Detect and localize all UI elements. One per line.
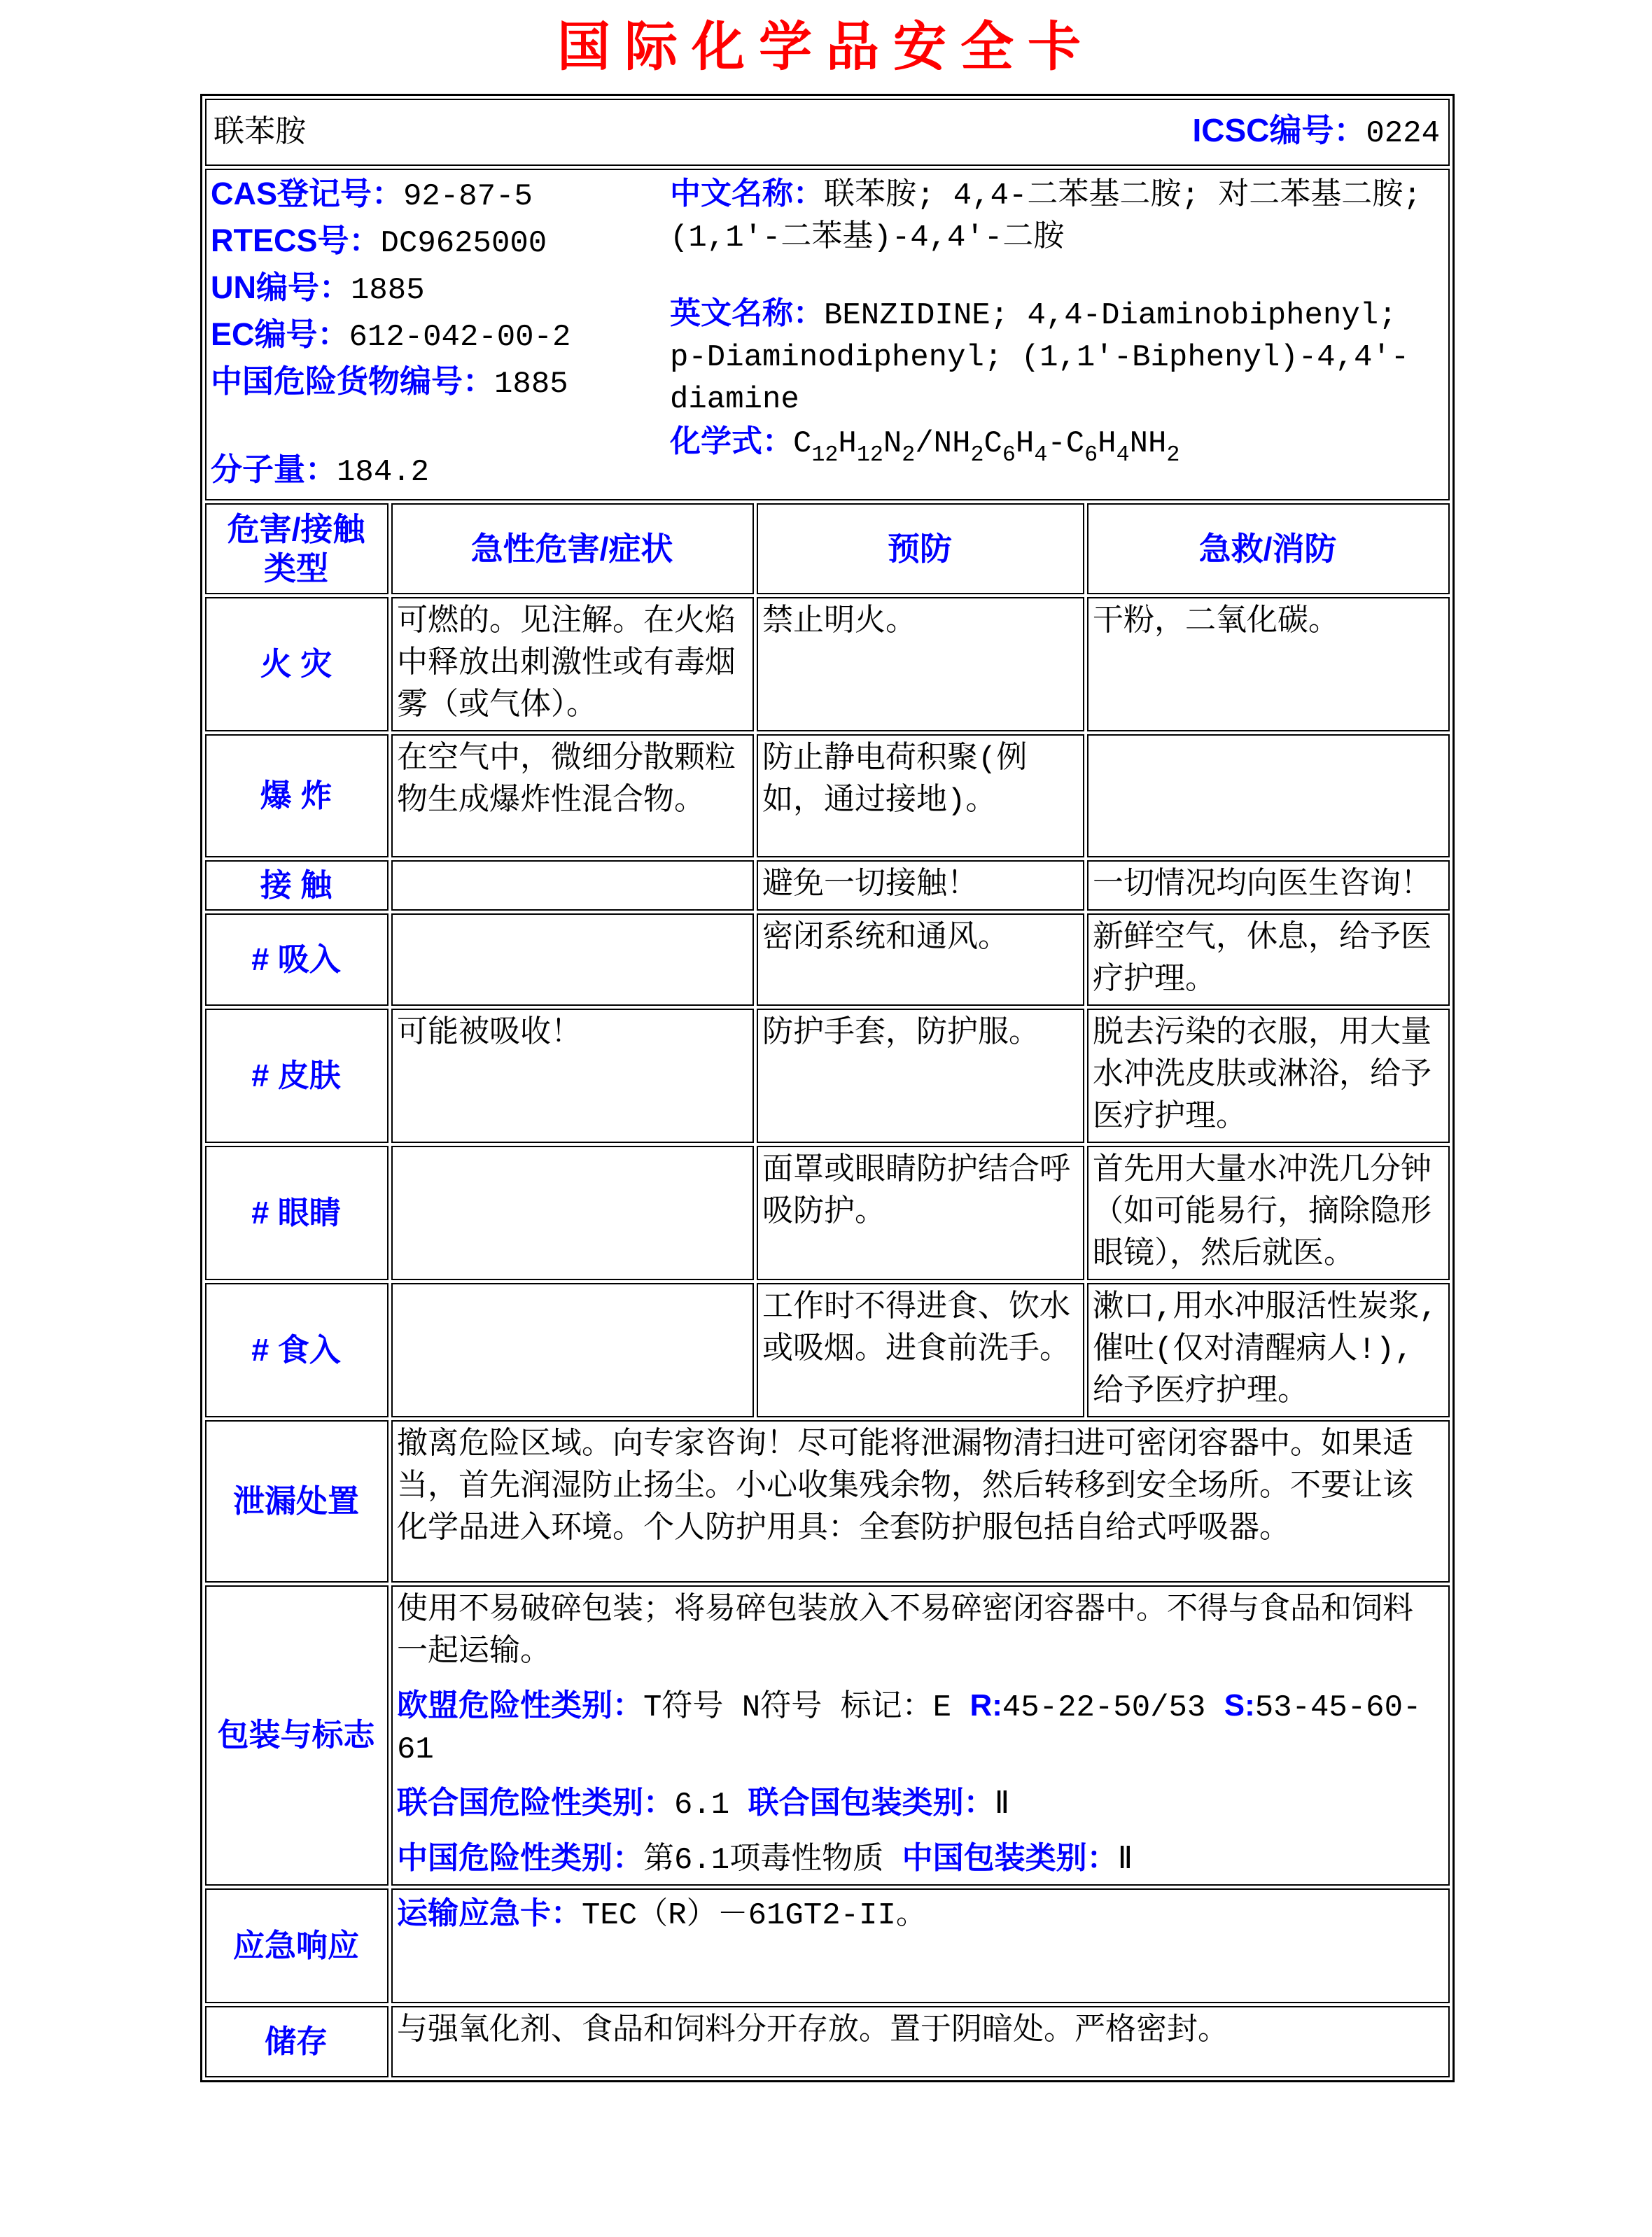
english-name-value: BENZIDINE; 4,4-Diaminobiphenyl; p-Diaminodiphenyl; (1,1'-Biphenyl)-4,4'-diamine xyxy=(670,297,1410,417)
hazard-row-ingestion xyxy=(205,1283,1450,1417)
section-row-packaging-labelling xyxy=(205,1585,1450,1886)
identifier-value: 612-042-00-2 xyxy=(349,319,571,355)
hazard-type-cell: # 眼睛 xyxy=(205,1146,388,1280)
identifier-line xyxy=(211,360,664,405)
icsc-number xyxy=(1192,109,1440,155)
section-row-spill-disposal xyxy=(205,1420,1450,1583)
identifier-line xyxy=(211,173,664,218)
hazard-table-body xyxy=(205,597,1450,1417)
hazard-header-symptoms: 急性危害/症状 xyxy=(391,503,754,594)
identifier-label: 中国危险货物编号： xyxy=(211,363,495,399)
identifier-list xyxy=(211,173,664,496)
identifier-line xyxy=(211,267,664,311)
hazard-type-cell: # 吸入 xyxy=(205,913,388,1006)
section-content-cell xyxy=(391,1585,1450,1886)
hazard-symptoms-cell: 可能被吸收！ xyxy=(391,1009,754,1143)
english-name-label: 英文名称： xyxy=(670,295,824,330)
hazard-row-explosion xyxy=(205,734,1450,857)
formula-subscript: 6 xyxy=(1002,442,1016,468)
hazard-type-cell: # 皮肤 xyxy=(205,1009,388,1143)
identification-cell xyxy=(205,169,1450,500)
identifier-label: RTECS号： xyxy=(211,222,381,258)
chinese-name-value: 联苯胺; 4,4-二苯基二胺; 对二苯基二胺; (1,1'-二苯基)-4,4'-二胺 xyxy=(670,178,1422,255)
identifier-value: 1885 xyxy=(351,272,425,308)
formula-text: H xyxy=(838,426,857,461)
section-paragraph: 中国危险性类别：第6.1项毒性物质 中国包装类别：Ⅱ xyxy=(397,1840,1133,1878)
section-label-cell: 泄漏处置 xyxy=(205,1420,388,1583)
formula-subscript: 2 xyxy=(970,442,984,468)
molecular-weight-value: 184.2 xyxy=(337,454,430,490)
section-label-cell: 应急响应 xyxy=(205,1888,388,2003)
formula-text: C xyxy=(793,426,812,461)
safety-card-table xyxy=(200,94,1455,2082)
section-paragraph: 撤离危险区域。向专家咨询！尽可能将泄漏物清扫进可密闭容器中。如果适当，首先润湿防止扬尘。小心收集残余物，然后转移到安全场所。不要让该化学品进入环境。个人防护用具：全套防护服包括自给式呼吸器。 xyxy=(397,1427,1413,1547)
section-paragraph: 与强氧化剂、食品和饲料分开存放。置于阴暗处。严格密封。 xyxy=(397,2013,1228,2049)
hazard-type-cell: 接 触 xyxy=(205,860,388,911)
hazard-prevention-cell: 密闭系统和通风。 xyxy=(757,913,1084,1006)
formula-subscript: 4 xyxy=(1034,442,1048,468)
section-content-cell xyxy=(391,1888,1450,2003)
hazard-firstaid-cell: 脱去污染的衣服，用大量水冲洗皮肤或淋浴，给予医疗护理。 xyxy=(1087,1009,1450,1143)
hazard-firstaid-cell xyxy=(1087,734,1450,857)
hazard-type-cell: # 食入 xyxy=(205,1283,388,1417)
hazard-prevention-cell: 防止静电荷积聚(例如，通过接地)。 xyxy=(757,734,1084,857)
hazard-symptoms-cell: 可燃的。见注解。在火焰中释放出刺激性或有毒烟雾（或气体）。 xyxy=(391,597,754,731)
section-row-storage xyxy=(205,2006,1450,2077)
hazard-symptoms-cell xyxy=(391,1283,754,1417)
molecular-weight-label: 分子量： xyxy=(211,451,337,487)
formula-subscript: 2 xyxy=(902,442,916,468)
formula-subscript: 6 xyxy=(1084,442,1098,468)
section-paragraph: 使用不易破碎包装；将易碎包装放入不易碎密闭容器中。不得与食品和饲料一起运输。 xyxy=(397,1592,1413,1670)
icsc-safety-card-page xyxy=(0,18,1652,2082)
formula-text: C xyxy=(983,426,1002,461)
hazard-header-first-aid: 急救/消防 xyxy=(1087,503,1450,594)
hazard-prevention-cell: 防护手套，防护服。 xyxy=(757,1009,1084,1143)
section-label-cell: 包装与标志 xyxy=(205,1585,388,1886)
hazard-type-cell: 火 灾 xyxy=(205,597,388,731)
substance-name: 联苯胺 xyxy=(214,116,306,152)
chemical-formula-line xyxy=(670,421,1443,468)
formula-text: H xyxy=(1098,426,1116,461)
identifier-label: CAS登记号： xyxy=(211,175,404,211)
hazard-symptoms-cell: 在空气中，微细分散颗粒物生成爆炸性混合物。 xyxy=(391,734,754,857)
identifier-value: 92-87-5 xyxy=(403,178,533,214)
section-content-cell xyxy=(391,2006,1450,2077)
hazard-firstaid-cell: 首先用大量水冲洗几分钟（如可能易行，摘除隐形眼镜），然后就医。 xyxy=(1087,1146,1450,1280)
hazard-symptoms-cell xyxy=(391,913,754,1006)
section-paragraph: 欧盟危险性类别：T符号 N符号 标记：E R:45-22-50/53 S:53-45-60-61 xyxy=(397,1688,1422,1767)
hazard-firstaid-cell: 新鲜空气，休息，给予医疗护理。 xyxy=(1087,913,1450,1006)
names-block xyxy=(664,173,1443,496)
formula-text: N xyxy=(883,426,902,461)
identifier-label: UN编号： xyxy=(211,269,351,305)
hazard-row-fire xyxy=(205,597,1450,731)
hazard-firstaid-cell: 一切情况均向医生咨询！ xyxy=(1087,860,1450,911)
icsc-number-value: 0224 xyxy=(1366,116,1440,152)
identifier-value: DC9625000 xyxy=(380,225,547,261)
substance-header-row xyxy=(205,99,1450,166)
formula-subscript: 12 xyxy=(856,442,883,468)
icsc-number-label: ICSC编号： xyxy=(1192,112,1366,149)
hazard-row-inhalation xyxy=(205,913,1450,1006)
hazard-prevention-cell: 避免一切接触！ xyxy=(757,860,1084,911)
formula-text: /NH xyxy=(915,426,971,461)
section-label-cell: 储存 xyxy=(205,2006,388,2077)
section-paragraph: 运输应急卡：TEC（R）－61GT2-II。 xyxy=(397,1895,927,1933)
english-name-line xyxy=(670,293,1443,421)
hazard-prevention-cell: 工作时不得进食、饮水或吸烟。进食前洗手。 xyxy=(757,1283,1084,1417)
hazard-symptoms-cell xyxy=(391,1146,754,1280)
identification-row xyxy=(205,169,1450,500)
hazard-row-exposure xyxy=(205,860,1450,911)
hazard-prevention-cell: 禁止明火。 xyxy=(757,597,1084,731)
sections-body xyxy=(205,1420,1450,2077)
hazard-row-skin xyxy=(205,1009,1450,1143)
formula-text: -C xyxy=(1047,426,1085,461)
chinese-name-line xyxy=(670,173,1443,259)
identifier-value: 1885 xyxy=(494,366,568,402)
section-paragraph: 联合国危险性类别：6.1 联合国包装类别：Ⅱ xyxy=(397,1785,1010,1823)
page-title: 国际化学品安全卡 xyxy=(557,17,1095,77)
formula-text: NH xyxy=(1129,426,1167,461)
section-content-cell xyxy=(391,1420,1450,1583)
identifier-line xyxy=(211,314,664,358)
section-row-emergency-response xyxy=(205,1888,1450,2003)
hazard-type-cell: 爆 炸 xyxy=(205,734,388,857)
hazard-row-eyes xyxy=(205,1146,1450,1280)
hazard-header-prevention: 预防 xyxy=(757,503,1084,594)
formula-subscript: 2 xyxy=(1166,442,1180,468)
chinese-name-label: 中文名称： xyxy=(670,176,824,211)
formula-text: H xyxy=(1015,426,1035,461)
hazard-header-type: 危害/接触 类型 xyxy=(205,503,388,594)
identifier-line xyxy=(211,220,664,265)
identifier-label: EC编号： xyxy=(211,316,349,352)
formula-subscript: 12 xyxy=(811,442,839,468)
formula-subscript: 4 xyxy=(1116,442,1130,468)
hazard-firstaid-cell: 漱口,用水冲服活性炭浆,催吐(仅对清醒病人!),给予医疗护理。 xyxy=(1087,1283,1450,1417)
hazard-firstaid-cell: 干粉，二氧化碳。 xyxy=(1087,597,1450,731)
hazard-prevention-cell: 面罩或眼睛防护结合呼吸防护。 xyxy=(757,1146,1084,1280)
chemical-formula-value xyxy=(793,426,1180,468)
hazard-symptoms-cell xyxy=(391,860,754,911)
substance-header-cell xyxy=(205,99,1450,166)
chemical-formula-label: 化学式： xyxy=(670,423,793,458)
molecular-weight-line xyxy=(211,449,664,493)
hazard-table-header-row xyxy=(205,503,1450,594)
